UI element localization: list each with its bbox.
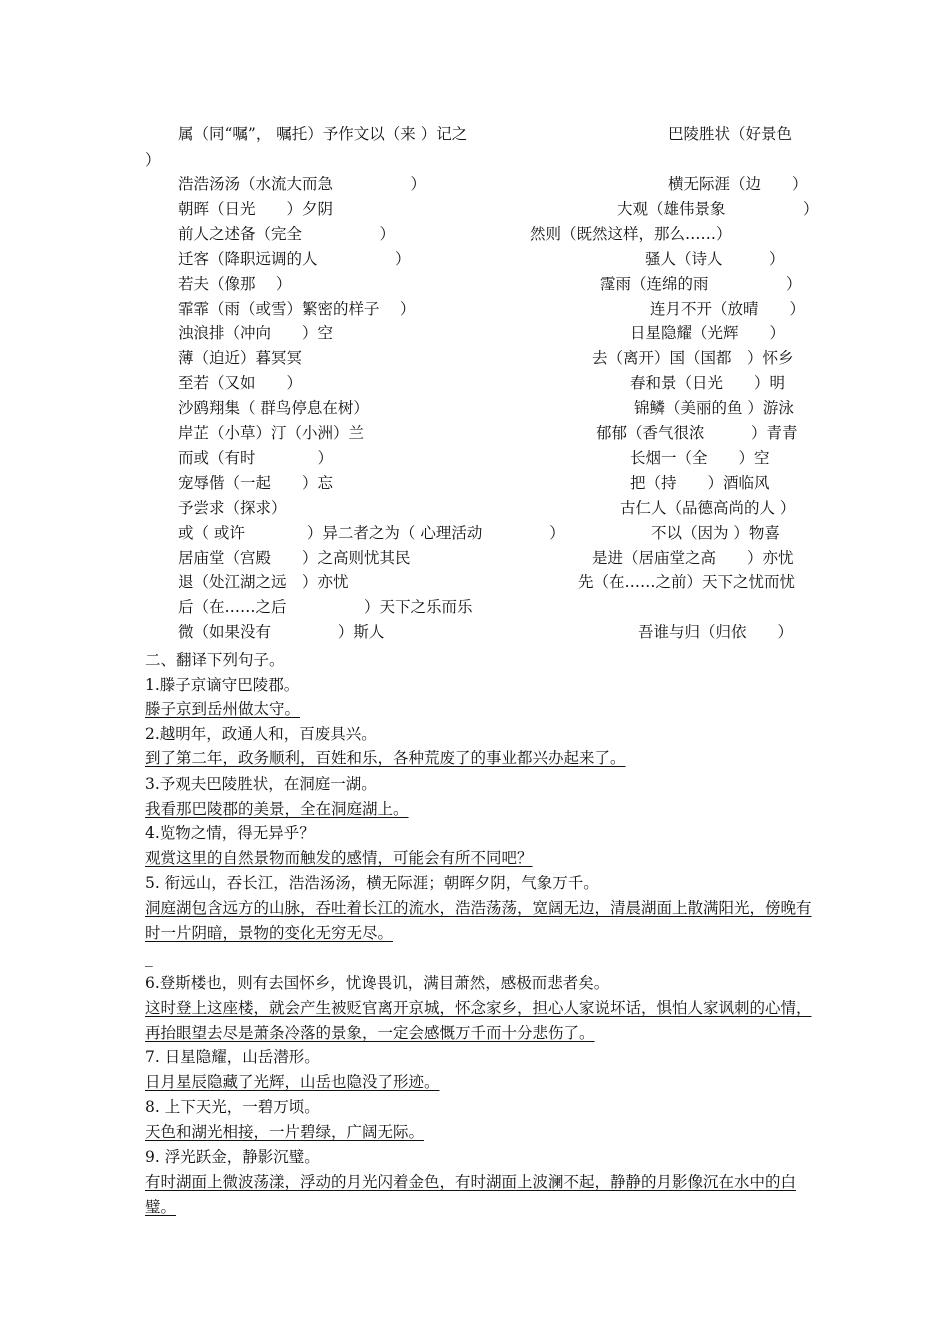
vocab-left-item: 迁客（降职远调的人 ） <box>178 249 411 268</box>
vocab-left-item: 浊浪排（冲向 ）空 <box>178 324 334 343</box>
vocab-left-item: 若夫（像那 ） <box>178 274 292 293</box>
vocab-left-item: 岸芷（小草）汀（小洲）兰 <box>178 424 365 442</box>
vocab-right-item: 日星隐耀（光辉 ） <box>630 324 786 343</box>
vocab-row-1-right: 巴陵胜状（好景色 <box>668 125 793 143</box>
answer-5: 洞庭湖包含远方的山脉，吞吐着长江的流水，浩浩荡荡，宽阔无边，清晨湖面上散满阳光，傍晚有时一片阴暗，景物的变化无穷无尽。 <box>145 899 812 942</box>
vocab-right-item: 横无际涯（边 ） <box>668 175 808 193</box>
question-1: 1.滕子京谪守巴陵郡。 <box>145 676 300 694</box>
vocab-right-item: 先（在……之前）天下之忧而忧 <box>578 573 796 592</box>
answer-3: 我看那巴陵郡的美景，全在洞庭湖上。 <box>145 800 409 818</box>
answer-6: 这时登上这座楼，就会产生被贬官离开京城，怀念家乡，担心人家说坏话，惧怕人家讽刺的心情，再抬眼望去尽是萧条冷落的景象，一定会感慨万千而十分悲伤了。 <box>145 999 812 1042</box>
vocab-row-1-left: 属（同“嘱”， 嘱托）予作文以（来 ）记之 <box>178 125 468 143</box>
vocab-right-item: 不以（因为 ）物喜 <box>651 523 780 542</box>
answer-7: 日月星辰隐藏了光辉，山岳也隐没了形迹。 <box>145 1073 440 1091</box>
vocab-right-item: 锦鳞（美丽的鱼 ）游泳 <box>634 399 794 418</box>
vocab-right-item: 古仁人（品德高尚的人 ） <box>620 498 796 517</box>
vocab-right-item: 骚人（诗人 ） <box>645 249 785 268</box>
vocab-right-item: 大观（雄伟景象 ） <box>617 199 819 218</box>
question-8: 8. 上下天光，一碧万顷。 <box>145 1098 320 1116</box>
vocab-right-item: 长烟一（全 ）空 <box>630 448 770 467</box>
vocab-left-item: 浩浩汤汤（水流大而急 ） <box>178 175 427 193</box>
vocab-left-item: 沙鸥翔集（ 群鸟停息在树） <box>178 399 369 418</box>
question-5: 5. 衔远山，吞长江，浩浩汤汤，横无际涯；朝晖夕阴，气象万千。 <box>145 874 599 892</box>
question-6: 6.登斯楼也，则有去国怀乡，忧谗畏讥，满目萧然，感极而悲者矣。 <box>145 974 610 992</box>
vocab-right-item: 吾谁与归（归依 ） <box>638 623 794 642</box>
question-4: 4.览物之情，得无异乎？ <box>145 824 315 842</box>
answer-9: 有时湖面上微波荡漾，浮动的月光闪着金色，有时湖面上波澜不起，静静的月影像沉在水中的白璧。 <box>145 1173 797 1216</box>
answer-4: 观赏这里的自然景物而触发的感情，可能会有所不同吧？ <box>145 849 533 867</box>
vocab-right-item: 然则（既然这样，那么……） <box>530 224 732 243</box>
answer-8: 天色和湖光相接，一片碧绿，广阔无际。 <box>145 1123 425 1141</box>
answer-2: 到了第二年，政务顺利，百姓和乐，各种荒废了的事业都兴办起来了。 <box>145 749 626 767</box>
section-title: 二、翻译下列句子。 <box>145 651 285 669</box>
vocab-left-item: 薄（迫近）暮冥冥 <box>178 349 303 368</box>
question-2: 2.越明年，政通人和，百废具兴。 <box>145 725 377 743</box>
vocab-right-item: 春和景（日光 ）明 <box>630 374 786 393</box>
question-7: 7. 日星隐耀，山岳潜形。 <box>145 1048 320 1066</box>
vocab-row-1-close: ） <box>145 151 161 169</box>
vocab-right-item: 连月不开（放晴 ） <box>650 299 806 318</box>
vocab-left-item: 退（处江湖之远 ）亦忧 <box>178 573 349 592</box>
stray-mark: _ <box>145 949 153 967</box>
vocab-left-item: 前人之述备（完全 ） <box>178 224 396 243</box>
vocab-left-item: 朝晖（日光 ）夕阴 <box>178 199 334 218</box>
vocab-right-item: 是进（居庙堂之高 ）亦忧 <box>592 548 794 567</box>
vocab-left-item: 而或（有时 ） <box>178 448 334 467</box>
question-9: 9. 浮光跃金，静影沉璧。 <box>145 1148 320 1166</box>
vocab-left-item: 或（ 或许 ）异二者之为（ 心理活动 ） <box>178 523 565 542</box>
vocab-left-item: 予尝求（探求） <box>178 498 287 517</box>
vocab-right-item: 郁郁（香气很浓 ）青青 <box>596 424 798 442</box>
vocab-right-item: 去（离开）国（国都 ）怀乡 <box>592 349 794 368</box>
question-3: 3.予观夫巴陵胜状，在洞庭一湖。 <box>145 775 377 793</box>
vocab-left-item: 居庙堂（宫殿 ）之高则忧其民 <box>178 548 411 567</box>
vocab-left-item: 后（在……之后 ）天下之乐而乐 <box>178 598 473 617</box>
vocab-left-item: 宠辱偕（一起 ）忘 <box>178 473 334 492</box>
vocab-left-item: 霏霏（雨（或雪）繁密的样子 ） <box>178 299 416 318</box>
vocab-left-item: 微（如果没有 ）斯人 <box>178 623 385 642</box>
vocab-right-item: 霪雨（连绵的雨 ） <box>600 274 802 293</box>
answer-1: 滕子京到岳州做太守。 <box>145 700 301 718</box>
vocab-right-item: 把（持 ）酒临风 <box>630 473 770 492</box>
vocab-left-item: 至若（又如 ） <box>178 374 303 393</box>
